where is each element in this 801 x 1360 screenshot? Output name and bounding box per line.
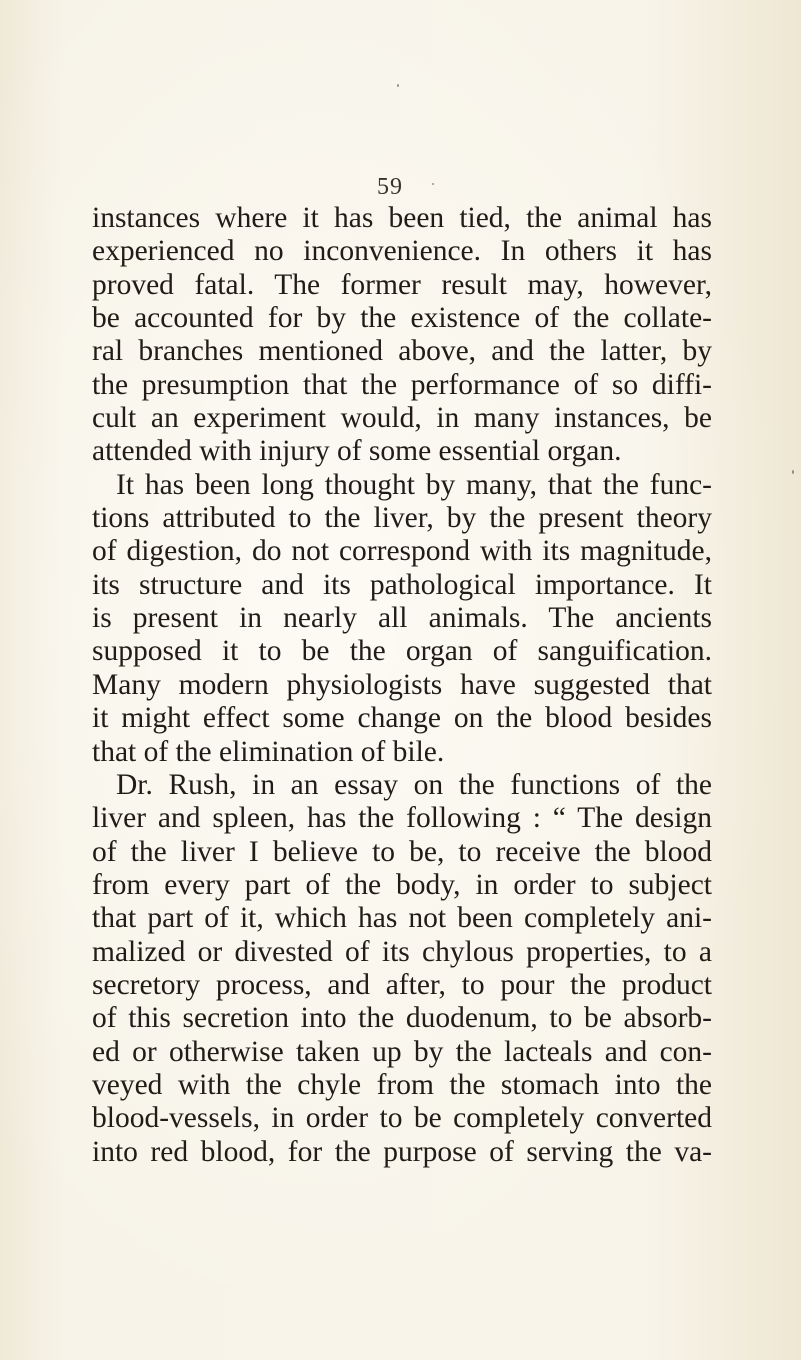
text-line: of this secretion into the duodenum, to be absorb-: [92, 1002, 712, 1035]
text-line: be accounted for by the existence of the collate-: [92, 302, 712, 335]
paper-speck: [792, 470, 794, 474]
text-line: experienced no inconvenience. In others it has: [92, 235, 712, 268]
text-line: secretory process, and after, to pour the product: [92, 968, 712, 1001]
text-line: Dr. Rush, in an essay on the functions of the: [116, 768, 712, 801]
text-line: from every part of the body, in order to subject: [92, 868, 712, 901]
text-line: of digestion, do not correspond with its magnitude,: [92, 535, 712, 568]
text-line: veyed with the chyle from the stomach into the: [92, 1068, 712, 1101]
text-line: into red blood, for the purpose of serving the va-: [92, 1135, 712, 1168]
text-line: It has been long thought by many, that the func-: [116, 468, 712, 501]
text-line: liver and spleen, has the following : “ The design: [92, 802, 712, 835]
page-number: 59: [377, 174, 403, 200]
text-line: the presumption that the performance of so diffi-: [92, 368, 712, 401]
text-line: supposed it to be the organ of sanguification.: [92, 635, 712, 668]
text-line: blood-vessels, in order to be completely converted: [92, 1102, 712, 1135]
text-line: it might effect some change on the blood besides: [92, 702, 712, 735]
text-line: malized or divested of its chylous properties, to a: [92, 935, 712, 968]
paper-speck: [397, 84, 399, 87]
text-line: proved fatal. The former result may, however,: [92, 268, 712, 301]
text-line: is present in nearly all animals. The ancients: [92, 602, 712, 635]
text-line: attended with injury of some essential organ.: [92, 435, 622, 468]
text-line: cult an experiment would, in many instances, be: [92, 402, 712, 435]
paper-speck: [432, 183, 434, 185]
text-line: its structure and its pathological importance. It: [92, 568, 712, 601]
text-line: tions attributed to the liver, by the present theory: [92, 502, 712, 535]
text-line: Many modern physiologists have suggested that: [92, 668, 712, 701]
text-line: of the liver I believe to be, to receive the blood: [92, 835, 712, 868]
text-line: instances where it has been tied, the animal has: [92, 202, 712, 234]
text-line: that of the elimination of bile.: [92, 735, 445, 768]
text-line: ed or otherwise taken up by the lacteals and con-: [92, 1035, 712, 1068]
text-line: that part of it, which has not been completely ani-: [92, 902, 712, 935]
page-body: [92, 202, 712, 1169]
text-line: ral branches mentioned above, and the latter, by: [92, 335, 712, 368]
